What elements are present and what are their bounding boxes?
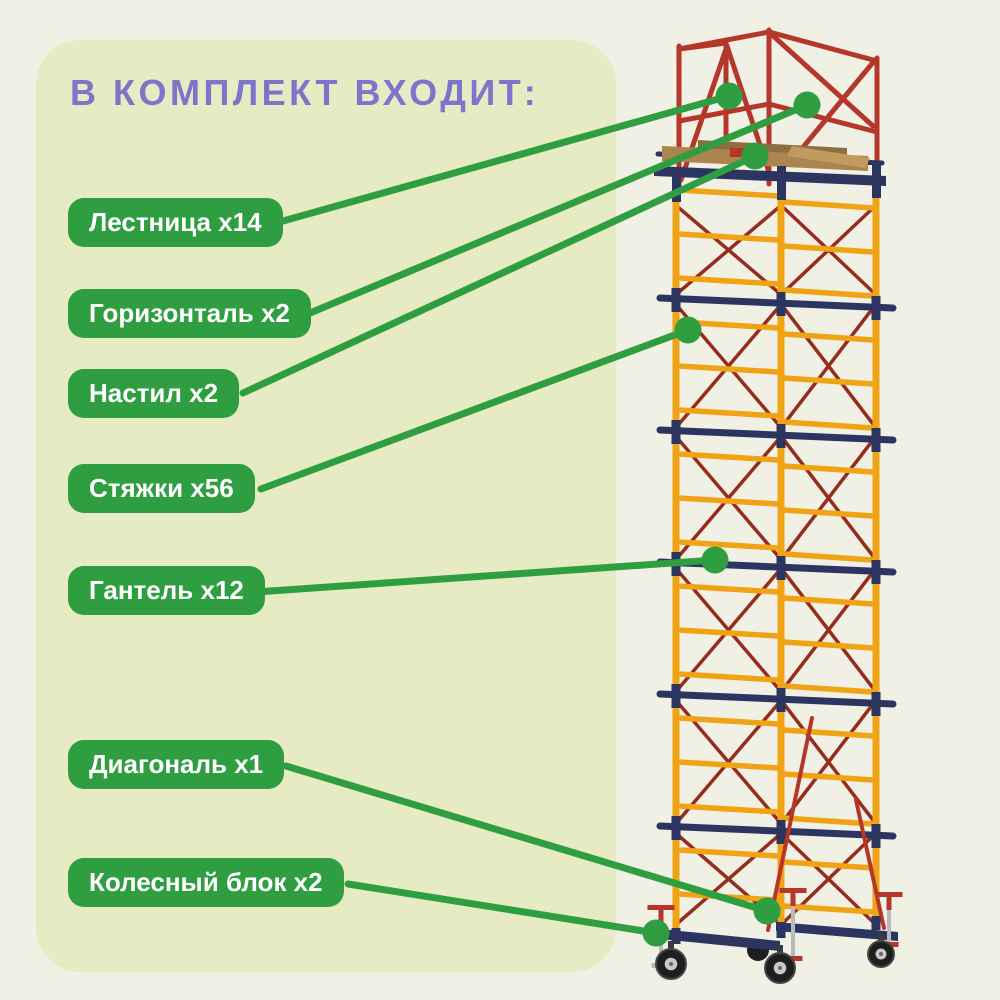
ladder-rung: [784, 642, 873, 648]
ladder-rung: [784, 246, 873, 252]
dumbbell-cap: [777, 820, 786, 844]
dumbbell-cap: [672, 816, 681, 840]
jack-screw: [887, 910, 891, 942]
diagonal-brace: [768, 718, 812, 930]
ladder-rung: [679, 410, 778, 416]
ladder-rung: [784, 554, 873, 560]
jack-stem: [791, 888, 796, 906]
page-title: В КОМПЛЕКТ ВХОДИТ:: [70, 72, 540, 113]
ladder-rung: [679, 498, 778, 504]
pointer-dot-1: [794, 92, 821, 119]
label-ladder: Лестница x14: [68, 198, 283, 247]
ladder-rung: [784, 202, 873, 208]
label-diagonal: Диагональ x1: [68, 740, 284, 789]
deck-coupler: [872, 164, 881, 198]
ladder-rung: [679, 190, 778, 196]
label-ties: Стяжки x56: [68, 464, 255, 513]
ladder-rung: [784, 378, 873, 384]
dumbbell-cap: [777, 556, 786, 580]
ladder-rung: [784, 686, 873, 692]
ladder-rung: [784, 466, 873, 472]
ladder-rung: [784, 598, 873, 604]
pointer-dot-5: [754, 898, 781, 925]
dumbbell-cap: [777, 424, 786, 448]
dumbbell-cap: [872, 560, 881, 584]
ladder-rung: [679, 366, 778, 372]
label-deck: Настил x2: [68, 369, 239, 418]
dumbbell-cap: [872, 296, 881, 320]
ladder-rung: [679, 762, 778, 768]
ladder-rung: [784, 290, 873, 296]
pointer-dot-6: [643, 920, 670, 947]
connector-line-4: [256, 560, 715, 592]
jack-screw: [791, 906, 795, 956]
ladder-rung: [679, 234, 778, 240]
deck-coupler: [777, 166, 786, 200]
ladder-rung: [784, 422, 873, 428]
ladder-rung: [784, 730, 873, 736]
pointer-dot-2: [742, 143, 769, 170]
wheel-axle: [669, 962, 673, 966]
dumbbell-cap: [672, 420, 681, 444]
base-coupler: [872, 916, 881, 930]
dumbbell-cap: [672, 684, 681, 708]
ladder-rung: [784, 510, 873, 516]
pointer-dot-0: [716, 83, 743, 110]
ladder-rung: [679, 630, 778, 636]
ladder-rung: [784, 862, 873, 868]
pointer-dot-3: [675, 317, 702, 344]
wheel-axle: [778, 966, 782, 970]
pointer-dot-4: [702, 547, 729, 574]
base-coupler: [777, 922, 786, 938]
dumbbell-cap: [872, 428, 881, 452]
connector-line-5: [286, 766, 767, 911]
label-horizontal: Горизонталь x2: [68, 289, 311, 338]
dumbbell-cap: [872, 692, 881, 716]
wheel-axle: [879, 952, 883, 956]
ladder-rung: [679, 542, 778, 548]
dumbbell-cap: [777, 292, 786, 316]
label-dumbbell: Гантель x12: [68, 566, 265, 615]
dumbbell-cap: [872, 824, 881, 848]
dumbbell-cap: [672, 288, 681, 312]
guard-rail-tube: [679, 43, 726, 49]
ladder-rung: [679, 806, 778, 812]
label-wheel-block: Колесный блок x2: [68, 858, 344, 907]
scaffold-post: [873, 178, 880, 932]
connector-line-6: [348, 884, 656, 933]
ladder-rung: [679, 674, 778, 680]
dumbbell-cap: [777, 688, 786, 712]
ladder-rung: [784, 334, 873, 340]
jack-stem: [887, 892, 892, 910]
